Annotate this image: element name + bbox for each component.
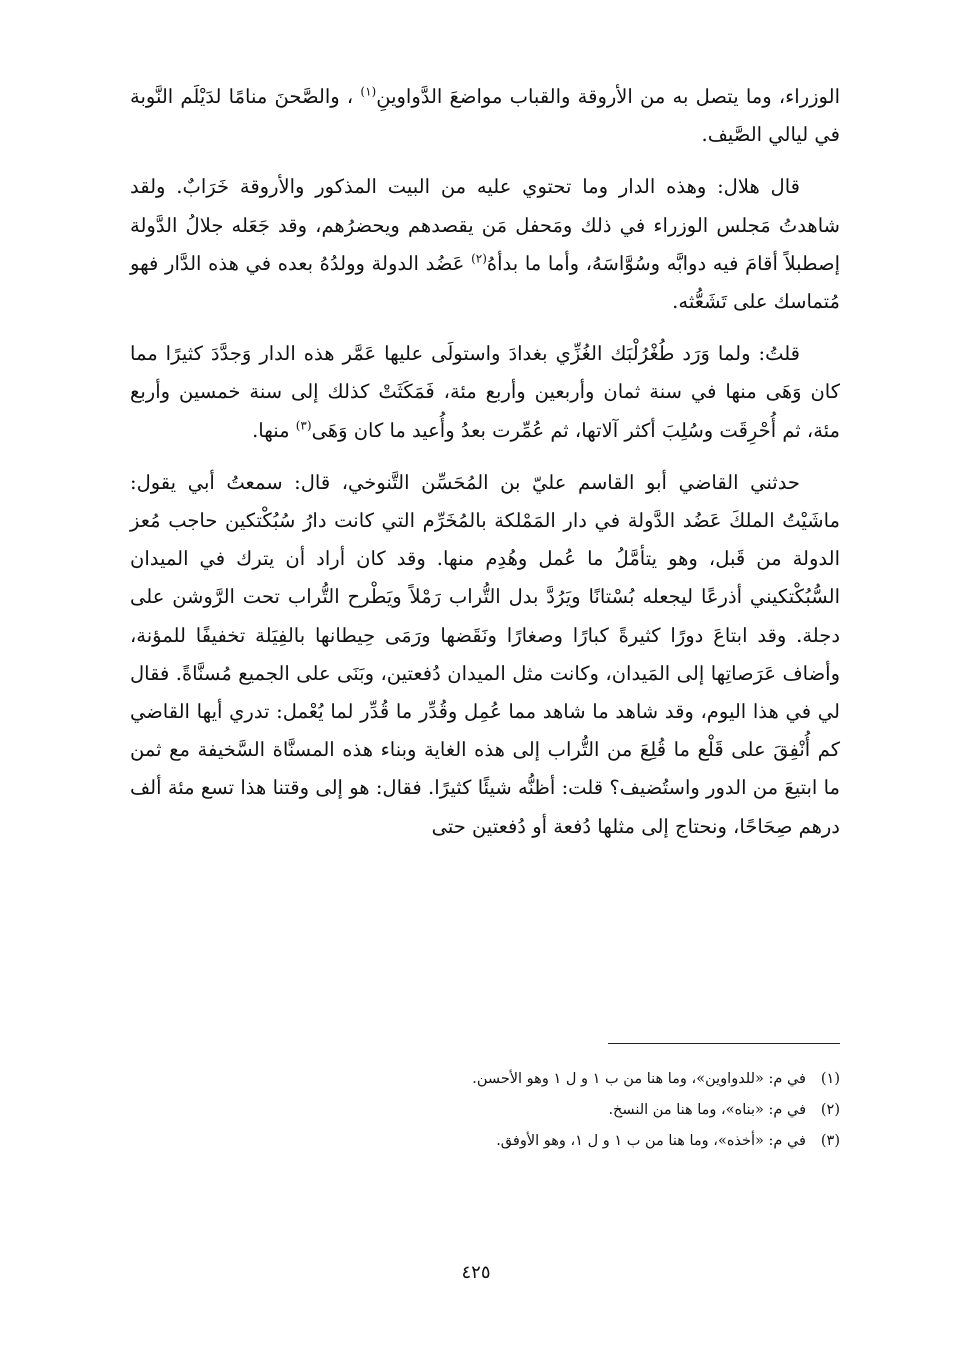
paragraph-4 — [130, 464, 840, 846]
footnotes — [300, 1064, 840, 1157]
paragraph-2-text-a: قال هلال: وهذه الدار وما تحتوي عليه من البيت المذكور والأروقة خَرَابٌ. ولقد شاهدتُ مَجلس الوزراء في ذلك ومَحفل مَن يقصدهم ويحضرُهم، وقد جَعَله جلالُ الدَّولة إصطبلاً أقامَ فيه دوابَّه وسُوَّاسَهُ، وأما ما بدأهُ — [130, 175, 841, 275]
footnote-number: (٣) — [820, 1133, 840, 1149]
footnote-text: في م: «بناه»، وما هنا من النسخ. — [608, 1102, 806, 1118]
footnote-text: في م: «أخذه»، وما هنا من ب ١ و ل ١، وهو الأوفق. — [496, 1133, 806, 1149]
paragraph-4-text: حدثني القاضي أبو القاسم عليّ بن المُحَسِّن التَّنوخي، قال: سمعتُ أبي يقول: ماشَيْتُ الملكَ عَضُد الدَّولة في دار المَمْلكة بالمُخَرِّم التي كانت دارُ سُبُكْتكين حاجب مُعز الدولة من قَبل، وهو يتأمَّلُ ما عُمل وهُدِم منها. وقد كان أراد أن يترك في الميدان السُّبُكْتكيني أذرعًا ليجعله بُسْتانًا ويَرُدَّ بدل التُّراب رَمْلاً ويَطْرح التُّراب تحت الرَّوشن على دجلة. وقد ابتاعَ دورًا كثيرةً كبارًا وصغارًا ونَقَضها ورَمَى حِيطانها بالفِيَلة تخفيفًا للمؤنة، وأضاف عَرَصاتِها إلى المَيدان، وكانت مثل الميدان دُفعتين، وبَنَى على الجميع مُسنَّاةً. فقال لي في هذا اليوم، وقد شاهد ما شاهد مما عُمِل وقُدِّر ما قُدِّر لما يُعْمل: تدري أيها القاضي كم أُنْفِقَ على قَلْع ما قُلِعَ من التُّراب إلى هذه الغاية وبناء هذه المسنَّاة السَّخيفة مع ثمن ما ابتيعَ من الدور واستُضيف؟ قلت: أظنُّه شيئًا كثيرًا. فقال: هو إلى وقتنا هذا تسع مئة ألف درهم صِحَاحًا، ونحتاج إلى مثلها دُفعة أو دُفعتين حتى — [130, 470, 840, 838]
footnote-3 — [300, 1126, 840, 1157]
footnote-ref-3: (٣) — [295, 418, 312, 433]
paragraph-2 — [130, 168, 840, 321]
paragraph-2-text-b: عَضُد الدولة وولدُهُ بعده في هذه الدَّار فهو مُتماسك على تَشَعُّثه. — [130, 251, 840, 314]
footnote-2 — [300, 1095, 840, 1126]
paragraph-3-text-b: منها. — [252, 418, 290, 442]
main-text — [130, 78, 840, 846]
paragraph-1-text-a: الوزراء، وما يتصل به من الأروقة والقباب مواضعَ الدَّواوينِ — [376, 85, 840, 108]
footnote-number: (٢) — [820, 1102, 840, 1118]
paragraph-1 — [130, 78, 840, 154]
footnote-ref-2: (٢) — [471, 251, 487, 266]
page-number: ٤٢٥ — [461, 1262, 491, 1283]
paragraph-3-text-a: قلتُ: ولما وَرَد طُغْرُلْبَك الغُزِّي بغدادَ واستولَى عليها عَمَّر هذه الدار وَجدَّدَ كثيرًا مما كان وَهَى منها في سنة ثمان وأربعين وأربع مئة، فَمَكَثَتْ كذلك إلى سنة خمسين وأربع مئة، ثم أُحْرِقَت وسُلِبَ أكثر آلاتها، ثم عُمِّرت بعدُ وأُعيد ما كان وَهَى — [130, 342, 840, 442]
footnote-ref-1: (١) — [360, 84, 377, 99]
paragraph-3 — [130, 335, 840, 450]
footnote-1 — [300, 1064, 840, 1095]
paragraph-1-text-b: ، والصَّحنَ منامًا لدَيْلَم النَّوبة في ليالي الصَّيف. — [130, 85, 840, 147]
footnote-text: في م: «للدواوين»، وما هنا من ب ١ و ل ١ وهو الأحسن. — [472, 1071, 806, 1087]
footnote-separator — [608, 1043, 840, 1044]
footnote-number: (١) — [820, 1071, 840, 1087]
